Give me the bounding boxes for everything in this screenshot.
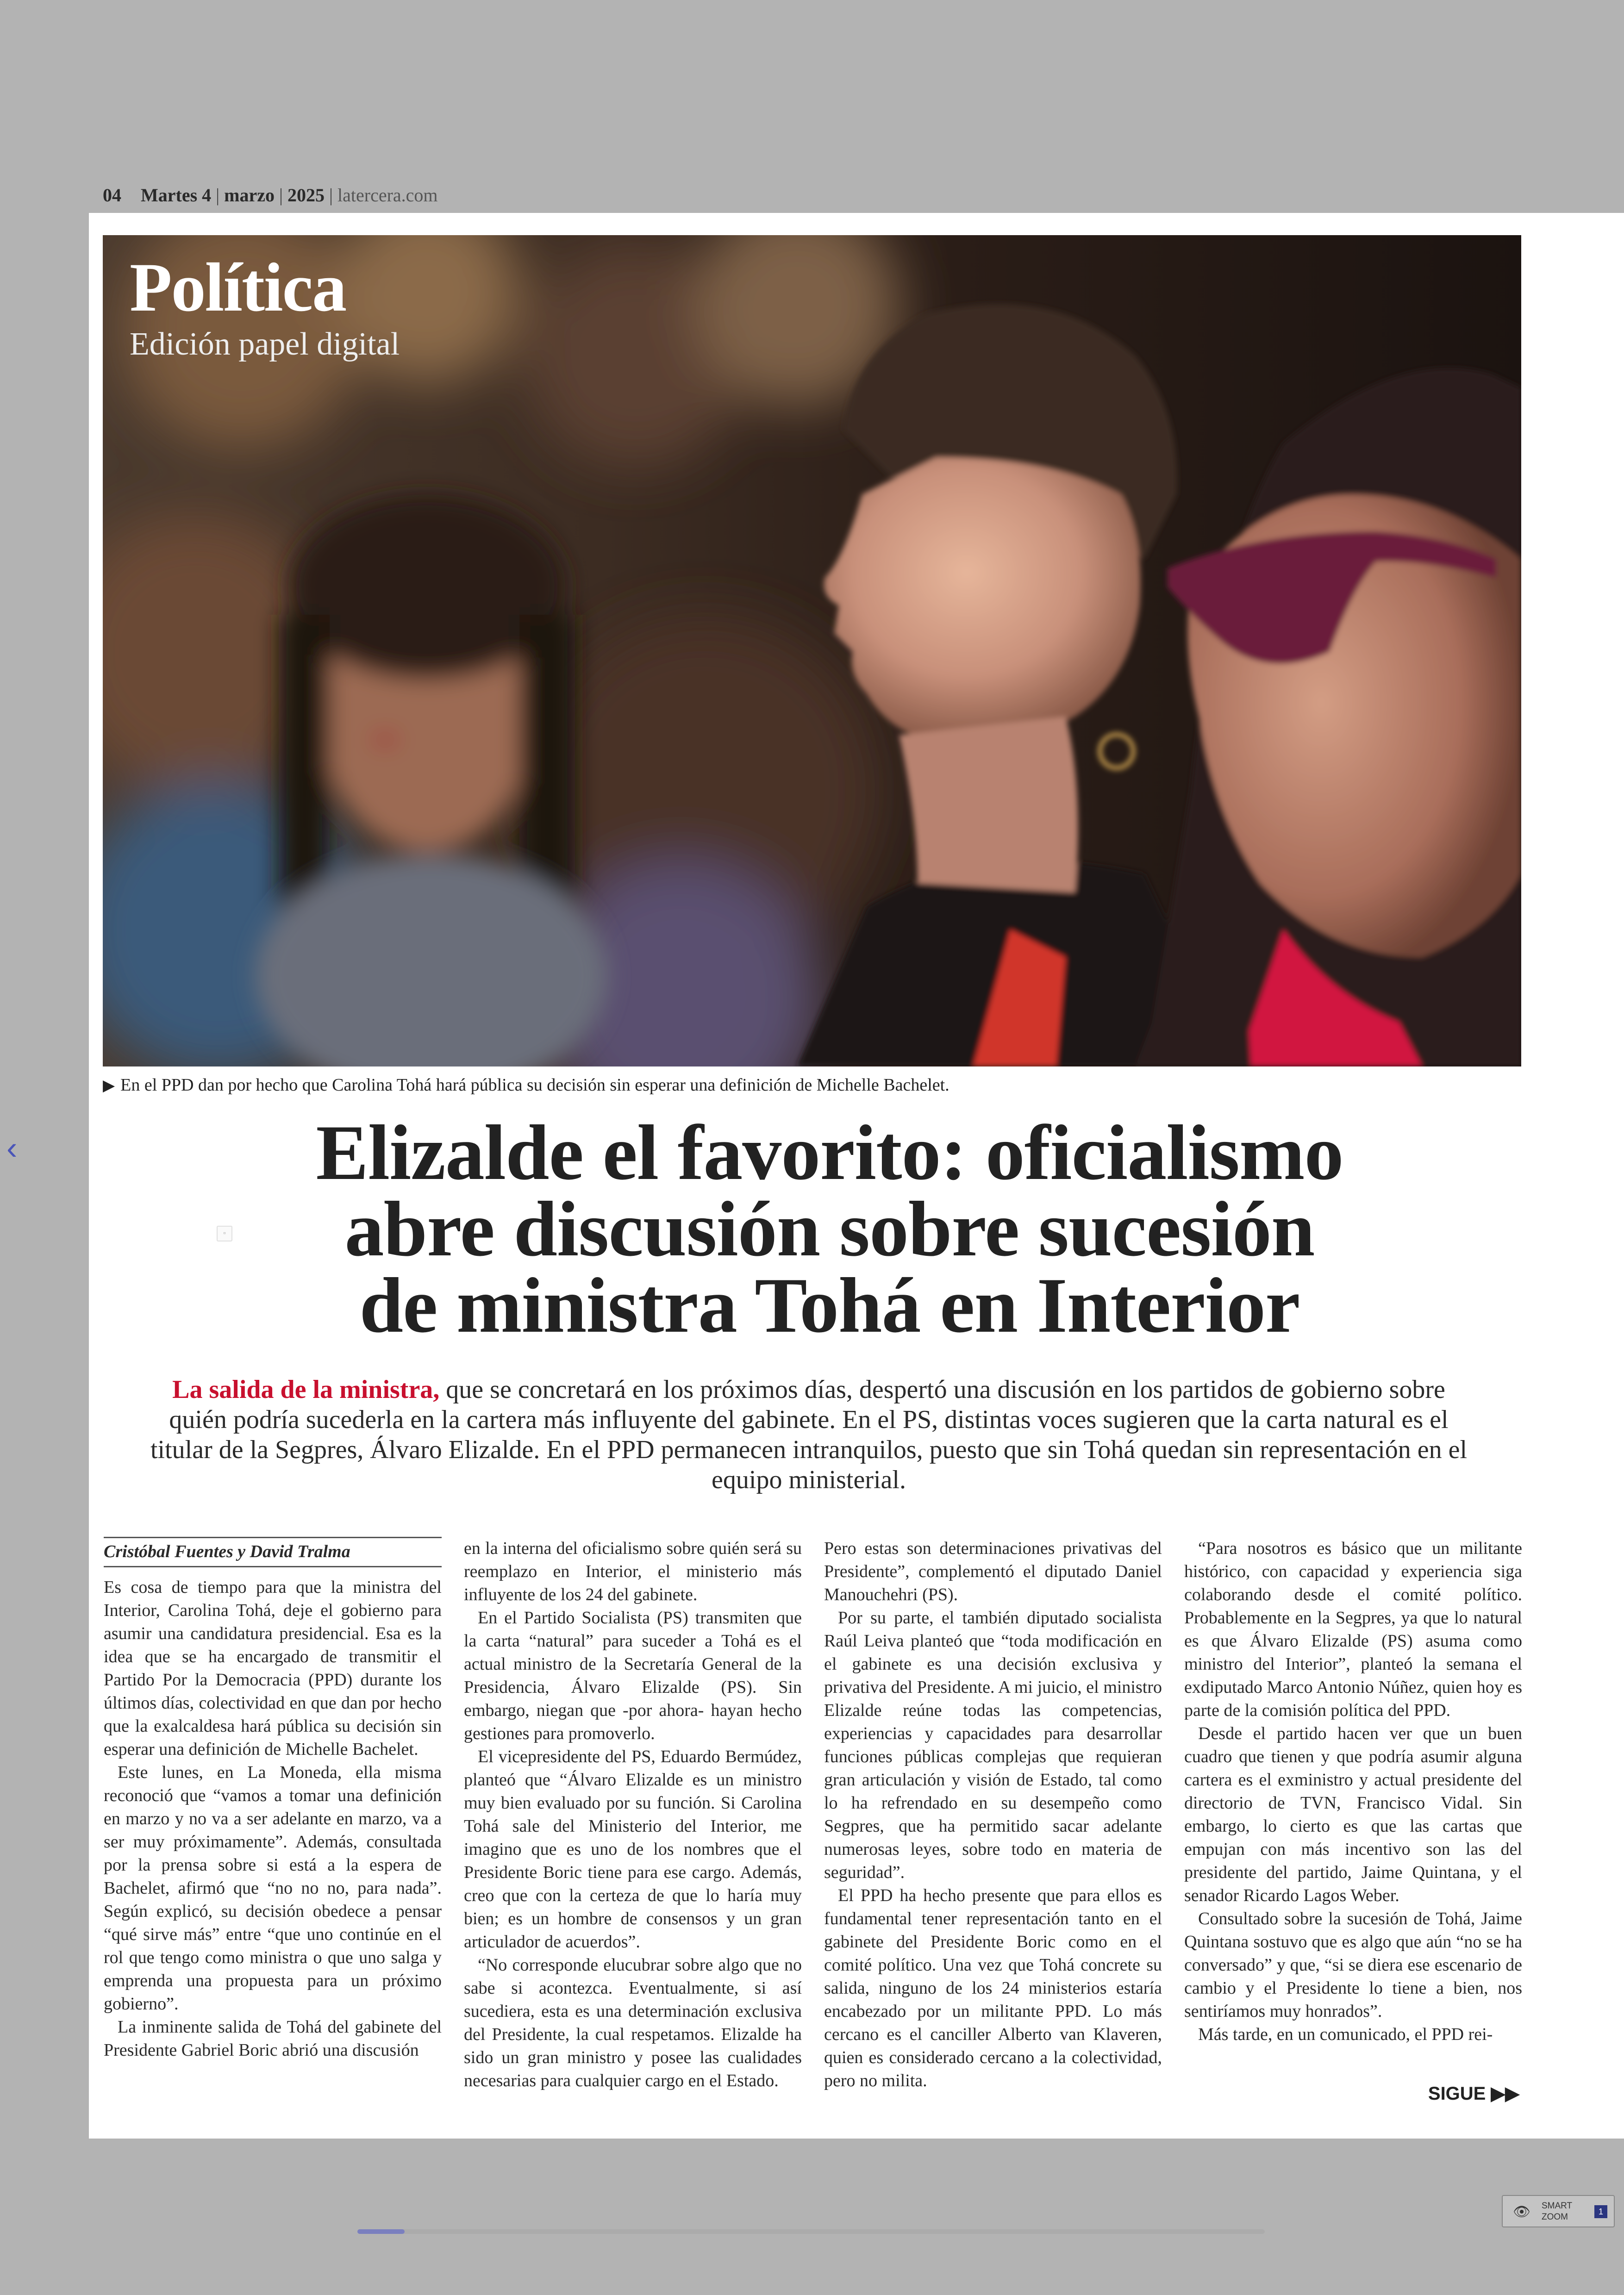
date-year: 2025 xyxy=(287,185,325,206)
headline-line: de ministra Tohá en Interior xyxy=(359,1262,1300,1349)
photo-caption-text: En el PPD dan por hecho que Carolina Tohá hará pública su decisión sin esperar una definición de Michelle Bachelet. xyxy=(120,1075,949,1095)
paragraph: Este lunes, en La Moneda, ella misma reconoció que “vamos a tomar una definición en marzo y no va a ser adelante en marzo, va a ser muy próximamente”. Además, consultada por la prensa sobre si está a la espera de Bachelet, afirmó que “no no no, para nada”. Según explicó, su decisión obedece a pensar “qué sirve más” entre “que uno continúe en el rol que tengo como ministra o que uno salga y emprenda una propuesta para un próximo gobierno”. xyxy=(104,1763,442,2014)
article-column-2 xyxy=(464,1537,802,2092)
section-title: Política xyxy=(130,249,346,326)
chevron-left-icon: ‹ xyxy=(6,1130,18,1166)
section-header xyxy=(130,249,400,363)
lead-photo xyxy=(103,235,1521,1066)
section-subtitle: Edición papel digital xyxy=(130,326,400,362)
paragraph: El vicepresidente del PS, Eduardo Bermúdez, planteó que “Álvaro Elizalde es un ministro muy bien evaluado por su función. Si Carolina Tohá sale del Ministerio del Interior, me imagino que es uno de los nombres que el Presidente Boric tiene para ese cargo. Además, creo que con la certeza de que lo haría muy bien; es un hombre de consensos y un gran articulador de acuerdos”. xyxy=(464,1747,802,1952)
paragraph: En el Partido Socialista (PS) transmiten que la carta “natural” para suceder a Tohá es el actual ministro de la Secretaría General de la Presidencia, Álvaro Elizalde (PS). Sin embargo, niegan que -por ahora- hayan hecho gestiones para promoverlo. xyxy=(464,1608,802,1743)
paragraph: La inminente salida de Tohá del gabinete del Presidente Gabriel Boric abrió una discusión xyxy=(104,2017,442,2060)
smart-zoom-label: SMART ZOOM xyxy=(1542,2201,1573,2222)
paragraph: Pero estas son determinaciones privativas del Presidente”, complementó el diputado Daniel Manouchehri (PS). xyxy=(824,1539,1162,1604)
standfirst-text: que se concretará en los próximos días, despertó una discusión en los partidos de gobierno sobre quién podría sucederla en la cartera más influyente del gabinete. En el PS, distintas voces sugieren que la carta natural es el titular de la Segpres, Álvaro Elizalde. En el PPD permanecen intranquilos, puesto que sin Tohá quedan sin representación en el equipo ministerial. xyxy=(150,1375,1467,1494)
paragraph: Por su parte, el también diputado socialista Raúl Leiva planteó que “toda modificación en el gabinete es una decisión exclusiva y privativa del Presidente. A mi juicio, el ministro Elizalde reúne todas las competencias, experiencias y capacidades para desarrollar funciones públicas complejas que requieran gran articulación y visión de Estado, tal como lo ha refrendado en su desempeño como Segpres, que ha permitido sacar adelante numerosas leyes, sobre todo en materia de seguridad”. xyxy=(824,1608,1162,1882)
page-progress-bar[interactable] xyxy=(357,2229,1265,2234)
smart-zoom-button[interactable] xyxy=(1502,2195,1615,2227)
page-number: 04 xyxy=(103,185,121,206)
standfirst xyxy=(149,1375,1468,1495)
standfirst-lead: La salida de la ministra, xyxy=(172,1375,440,1404)
photo-caption xyxy=(103,1075,949,1095)
date-day: Martes 4 xyxy=(141,185,212,206)
newspaper-page xyxy=(89,213,1624,2139)
article-column-4 xyxy=(1184,1537,1522,2046)
caption-arrow-icon: ▶ xyxy=(103,1077,115,1094)
paragraph: “No corresponde elucubrar sobre algo que no sabe si acontezca. Eventualmente, si así sucediera, esta es una determinación exclusiva del Presidente, la cual respetamos. Elizalde ha sido un gran ministro y posee las cualidades necesarias para cualquier cargo en el Estado. xyxy=(464,1955,802,2090)
zoom-badge: 1 xyxy=(1594,2205,1607,2218)
paragraph: Es cosa de tiempo para que la ministra del Interior, Carolina Tohá, deje el gobierno para asumir una candidatura presidencial. Esa es la idea que se ha encargado de transmitir el Partido Por la Democracia (PPD) durante los últimos días, colectividad en que dan por hecho que la exalcaldesa hará pública su decisión sin esperar una definición de Michelle Bachelet. xyxy=(104,1578,442,1759)
headline-line: Elizalde el favorito: oficialismo xyxy=(316,1109,1343,1196)
page-folio: 04 Martes 4 | marzo | 2025 | latercera.com xyxy=(103,185,438,206)
headline-line: abre discusión sobre sucesión xyxy=(344,1185,1315,1272)
continue-marker: SIGUE ▶▶ xyxy=(1428,2083,1519,2104)
article-column-3 xyxy=(824,1537,1162,2092)
paragraph: “Para nosotros es básico que un militante histórico, con capacidad y experiencia siga colaborando desde el comité político. Probablemente en la Segpres, ya que lo natural es que Álvaro Elizalde (PS) asuma como ministro del Interior”, planteó la semana el exdiputado Marco Antonio Núñez, quien hoy es parte de la comisión política del PPD. xyxy=(1184,1539,1522,1720)
byline: Cristóbal Fuentes y David Tralma xyxy=(104,1537,442,1567)
previous-page-button[interactable] xyxy=(6,1129,17,1166)
paragraph: Desde el partido hacen ver que un buen cuadro que tienen y que podría asumir alguna cartera es el exministro y actual presidente del directorio de TVN, Francisco Vidal. Sin embargo, lo cierto es que las cartas que empujan con más incentivo son las del presidente del partido, Jaime Quintana, y el senador Ricardo Lagos Weber. xyxy=(1184,1724,1522,1905)
date-month: marzo xyxy=(224,185,275,206)
headline xyxy=(228,1109,1431,1349)
paragraph: El PPD ha hecho presente que para ellos es fundamental tener representación tanto en el gabinete del Presidente Boric como en el comité político. Una vez que Tohá concrete su salida, ninguno de los 24 ministerios estaría encabezado por un militante PPD. Lo más cercano es el canciller Alberto van Klaveren, quien es considerado cercano a la colectividad, pero no milita. xyxy=(824,1886,1162,2090)
paragraph: en la interna del oficialismo sobre quién será su reemplazo en Interior, el ministerio más influyente de los 24 del gabinete. xyxy=(464,1539,802,1604)
paragraph: Más tarde, en un comunicado, el PPD rei- xyxy=(1198,2025,1493,2044)
article-column-1 xyxy=(104,1537,442,2062)
note-icon[interactable]: ▫ xyxy=(217,1226,232,1241)
eye-icon: 👁 xyxy=(1513,2204,1531,2220)
paragraph: Consultado sobre la sucesión de Tohá, Jaime Quintana sostuvo que es algo que aún “no se ha conversado” y que, “si se diera ese escenario de cambio y el Presidente lo tiene a bien, nos sentiríamos muy honrados”. xyxy=(1184,1909,1522,2021)
page-progress-fill xyxy=(357,2229,405,2234)
site-name: latercera.com xyxy=(337,185,438,206)
